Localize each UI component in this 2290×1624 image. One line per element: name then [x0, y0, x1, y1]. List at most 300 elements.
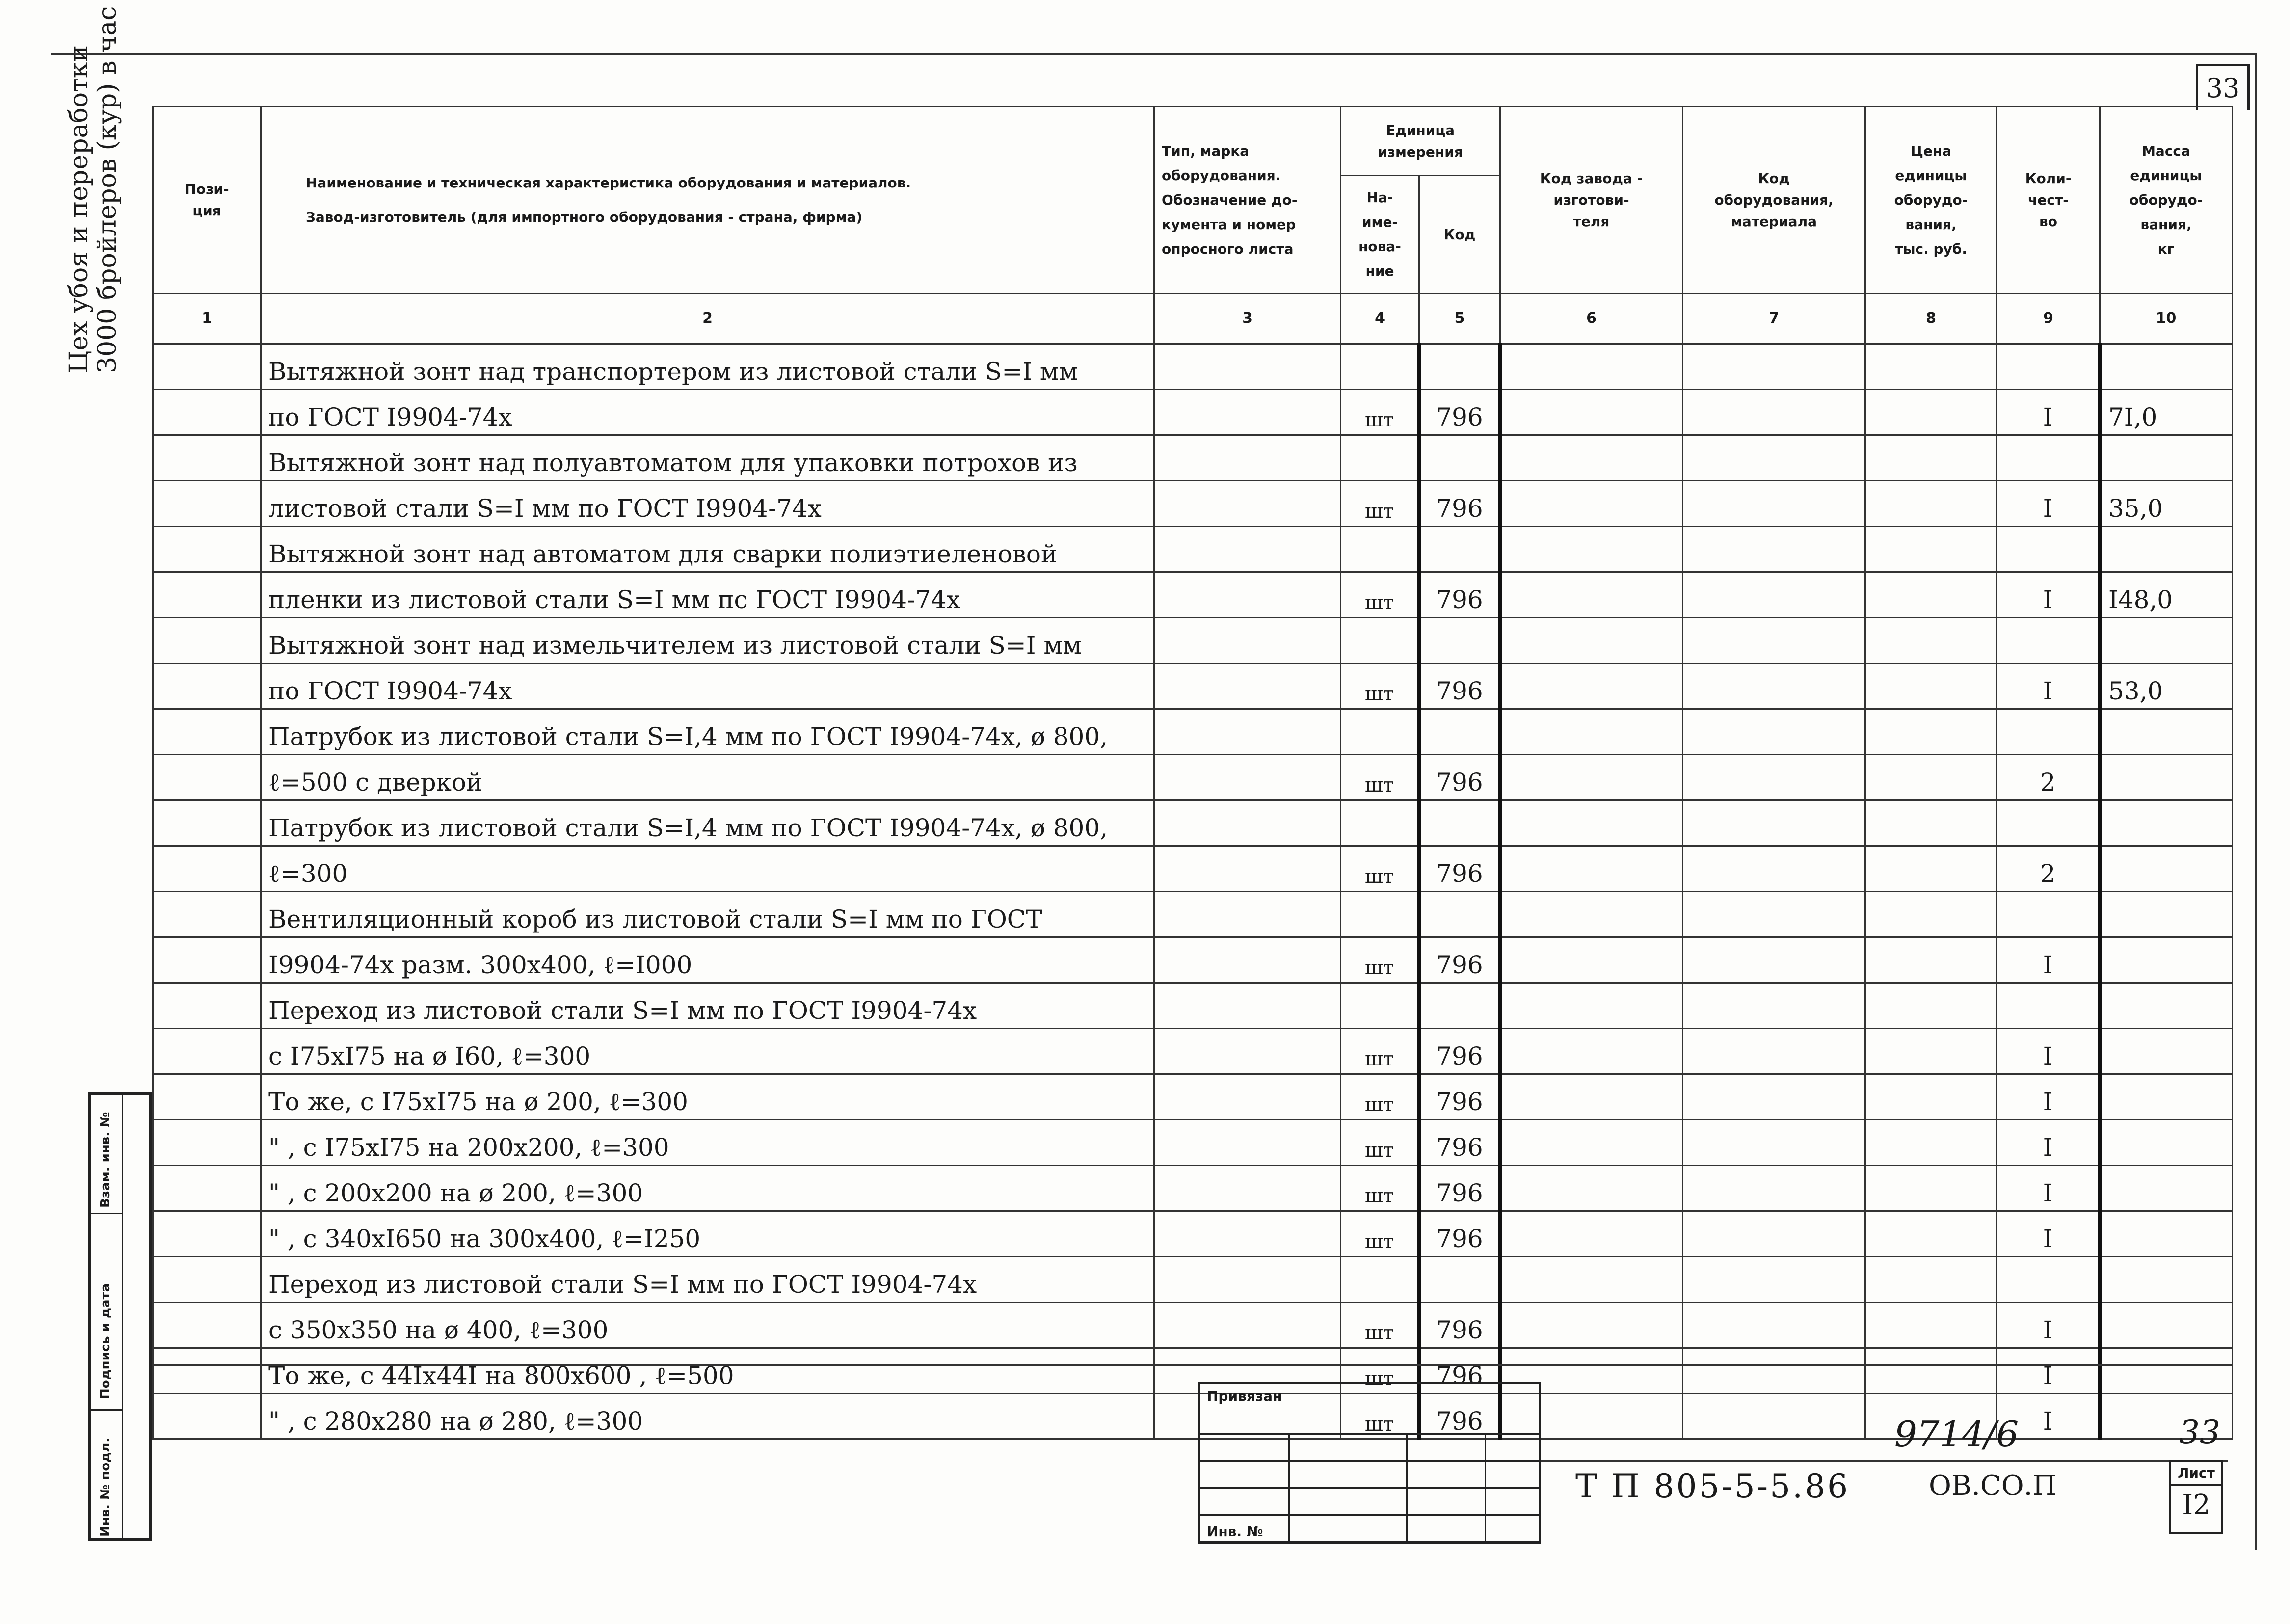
- specification-body: [153, 344, 2233, 1439]
- cell-unit: шт: [1341, 572, 1419, 618]
- cell-quantity: I: [1997, 937, 2100, 983]
- table-row: [153, 846, 2233, 892]
- page-frame-top: [51, 53, 2255, 55]
- cell-quantity: [1997, 527, 2100, 572]
- cell-unit-code: 796: [1419, 1394, 1500, 1439]
- page-frame-right: [2255, 53, 2257, 1550]
- cell-unit-code: [1419, 435, 1500, 481]
- cell-description: по ГОСТ I9904-74x: [261, 390, 1154, 435]
- cell-unit: шт: [1341, 755, 1419, 800]
- cell-position: [153, 1029, 261, 1074]
- header-unit-name-line-1: На-: [1366, 189, 1393, 206]
- sheet-total: 33: [2179, 1413, 2220, 1451]
- cell-position: [153, 527, 261, 572]
- cell-position: [153, 1394, 261, 1439]
- cell-mass: [2100, 1029, 2233, 1074]
- cell-plant-code: [1500, 435, 1683, 481]
- cell-description: Патрубок из листовой стали S=I,4 мм по ГОСТ I9904-74x, ø 800,: [261, 800, 1154, 846]
- cell-plant-code: [1500, 390, 1683, 435]
- cell-unit: шт: [1341, 846, 1419, 892]
- cell-description: Вентиляционный короб из листовой стали S=I мм по ГОСТ: [261, 892, 1154, 937]
- cell-plant-code: [1500, 618, 1683, 664]
- cell-unit: шт: [1341, 1394, 1419, 1439]
- stamp-label-replace: Взам. инв. №: [98, 1112, 113, 1208]
- cell-type: [1154, 481, 1341, 527]
- header-quantity: [1997, 107, 2100, 293]
- cell-description: " , с I75xI75 на 200x200, ℓ=300: [261, 1120, 1154, 1166]
- cell-position: [153, 344, 261, 390]
- cell-plant-code: [1500, 1029, 1683, 1074]
- cell-type: [1154, 435, 1341, 481]
- table-row: [153, 344, 2233, 390]
- table-row: [153, 983, 2233, 1029]
- header-equipment-code-line-1: Код: [1758, 170, 1790, 186]
- cell-mass: 53,0: [2100, 664, 2233, 709]
- cell-quantity: I: [1997, 1029, 2100, 1074]
- header-unit-name-line-4: ние: [1365, 263, 1394, 279]
- cell-unit: [1341, 618, 1419, 664]
- cell-quantity: [1997, 618, 2100, 664]
- header-type-line-1: Тип, марка: [1162, 142, 1250, 159]
- cell-mass: [2100, 800, 2233, 846]
- cell-mass: [2100, 983, 2233, 1029]
- cell-price: [1865, 755, 1997, 800]
- header-price-line-2: единицы: [1895, 167, 1967, 184]
- cell-quantity: [1997, 892, 2100, 937]
- cell-equipment-code: [1683, 709, 1865, 755]
- document-number: Т П 805-5-5.86: [1575, 1467, 1850, 1505]
- cell-position: [153, 1074, 261, 1120]
- cell-price: [1865, 709, 1997, 755]
- table-row: [153, 1257, 2233, 1303]
- cell-unit: шт: [1341, 664, 1419, 709]
- header-equipment-code-line-2: оборудования,: [1714, 191, 1834, 208]
- col-number-3: 3: [1154, 293, 1341, 344]
- cell-quantity: I: [1997, 481, 2100, 527]
- cell-quantity: I: [1997, 390, 2100, 435]
- table-row: [153, 755, 2233, 800]
- cell-position: [153, 709, 261, 755]
- col-number-5: 5: [1419, 293, 1500, 344]
- cell-position: [153, 481, 261, 527]
- cell-position: [153, 435, 261, 481]
- cell-type: [1154, 1211, 1341, 1257]
- cell-type: [1154, 1029, 1341, 1074]
- header-position-line-2: ция: [192, 202, 221, 219]
- cell-type: [1154, 800, 1341, 846]
- cell-description: " , с 340xI650 на 300x400, ℓ=I250: [261, 1211, 1154, 1257]
- cell-price: [1865, 1074, 1997, 1120]
- header-quantity-line-1: Коли-: [2025, 170, 2072, 186]
- table-row: [153, 1303, 2233, 1348]
- col-number-1: 1: [153, 293, 261, 344]
- cell-type: [1154, 344, 1341, 390]
- cell-position: [153, 846, 261, 892]
- cell-price: [1865, 618, 1997, 664]
- cell-plant-code: [1500, 892, 1683, 937]
- cell-unit-code: [1419, 892, 1500, 937]
- cell-price: [1865, 892, 1997, 937]
- cell-equipment-code: [1683, 846, 1865, 892]
- table-row: [153, 1029, 2233, 1074]
- table-row: [153, 618, 2233, 664]
- cell-position: [153, 1211, 261, 1257]
- cell-mass: 35,0: [2100, 481, 2233, 527]
- cell-equipment-code: [1683, 1029, 1865, 1074]
- cell-unit: шт: [1341, 1303, 1419, 1348]
- cell-price: [1865, 481, 1997, 527]
- header-position: [153, 107, 261, 293]
- cell-plant-code: [1500, 1166, 1683, 1211]
- cell-equipment-code: [1683, 390, 1865, 435]
- cell-unit: шт: [1341, 390, 1419, 435]
- cell-type: [1154, 846, 1341, 892]
- header-quantity-line-2: чест-: [2028, 191, 2069, 208]
- table-row: [153, 481, 2233, 527]
- header-equipment-code-line-3: материала: [1731, 213, 1817, 230]
- cell-quantity: I: [1997, 1303, 2100, 1348]
- cell-description: по ГОСТ I9904-74x: [261, 664, 1154, 709]
- cell-unit-code: 796: [1419, 572, 1500, 618]
- binding-line-1: [1200, 1433, 1539, 1435]
- cell-description: " , с 280x280 на ø 280, ℓ=300: [261, 1394, 1154, 1439]
- cell-equipment-code: [1683, 1348, 1865, 1394]
- cell-unit-code: 796: [1419, 390, 1500, 435]
- cell-equipment-code: [1683, 664, 1865, 709]
- cell-price: [1865, 1120, 1997, 1166]
- cell-type: [1154, 1074, 1341, 1120]
- cell-equipment-code: [1683, 1074, 1865, 1120]
- cell-description: с 350x350 на ø 400, ℓ=300: [261, 1303, 1154, 1348]
- header-unit-name-line-2: име-: [1361, 213, 1398, 230]
- cell-price: [1865, 1348, 1997, 1394]
- header-mass-line-2: единицы: [2130, 167, 2202, 184]
- header-description-line-1: Наименование и техническая характеристика оборудования и материалов.: [306, 174, 911, 191]
- cell-price: [1865, 664, 1997, 709]
- binding-line-3: [1200, 1487, 1539, 1489]
- header-price-line-4: вания,: [1905, 216, 1957, 233]
- cell-unit: [1341, 435, 1419, 481]
- table-row: [153, 435, 2233, 481]
- cell-position: [153, 983, 261, 1029]
- cell-position: [153, 572, 261, 618]
- cell-plant-code: [1500, 1120, 1683, 1166]
- cell-position: [153, 937, 261, 983]
- header-plant-code-line-1: Код завода -: [1540, 170, 1643, 186]
- cell-equipment-code: [1683, 800, 1865, 846]
- cell-plant-code: [1500, 1074, 1683, 1120]
- header-price-line-3: оборудо-: [1894, 191, 1968, 208]
- cell-mass: [2100, 344, 2233, 390]
- cell-price: [1865, 527, 1997, 572]
- cell-unit: шт: [1341, 1120, 1419, 1166]
- cell-plant-code: [1500, 481, 1683, 527]
- cell-position: [153, 1257, 261, 1303]
- cell-description: То же, с I75xI75 на ø 200, ℓ=300: [261, 1074, 1154, 1120]
- cell-quantity: I: [1997, 1211, 2100, 1257]
- cell-unit-code: 796: [1419, 1120, 1500, 1166]
- header-plant-code: [1500, 107, 1683, 293]
- cell-type: [1154, 1257, 1341, 1303]
- cell-price: [1865, 344, 1997, 390]
- sheet-label: Лист: [2171, 1462, 2221, 1486]
- cell-mass: [2100, 1257, 2233, 1303]
- cell-equipment-code: [1683, 1166, 1865, 1211]
- header-quantity-line-3: во: [2039, 213, 2057, 230]
- cell-position: [153, 800, 261, 846]
- table-row: [153, 1074, 2233, 1120]
- cell-description: Вытяжной зонт над транспортером из листовой стали S=I мм: [261, 344, 1154, 390]
- cell-type: [1154, 664, 1341, 709]
- cell-unit-code: 796: [1419, 846, 1500, 892]
- cell-type: [1154, 983, 1341, 1029]
- cell-plant-code: [1500, 344, 1683, 390]
- cell-unit: шт: [1341, 1029, 1419, 1074]
- col-number-7: 7: [1683, 293, 1865, 344]
- table-row: [153, 709, 2233, 755]
- table-row: [153, 892, 2233, 937]
- cell-plant-code: [1500, 1303, 1683, 1348]
- title-block-line: [1541, 1460, 2228, 1462]
- cell-type: [1154, 527, 1341, 572]
- col-number-4: 4: [1341, 293, 1419, 344]
- cell-mass: [2100, 527, 2233, 572]
- header-plant-code-line-3: теля: [1573, 213, 1610, 230]
- header-description-line-2: Завод-изготовитель (для импортного оборудования - страна, фирма): [306, 209, 863, 225]
- side-note-line-2: 3000 бройлеров (кур) в час: [93, 6, 122, 373]
- cell-type: [1154, 1120, 1341, 1166]
- cell-unit: [1341, 800, 1419, 846]
- cell-description: Вытяжной зонт над полуавтоматом для упаковки потрохов из: [261, 435, 1154, 481]
- cell-description: Вытяжной зонт над автоматом для сварки полиэтиеленовой: [261, 527, 1154, 572]
- cell-quantity: I: [1997, 1120, 2100, 1166]
- header-unit-name-line-3: нова-: [1358, 238, 1401, 255]
- cell-mass: [2100, 846, 2233, 892]
- header-type-line-5: опросного листа: [1162, 240, 1294, 257]
- header-unit-line-2: измерения: [1378, 143, 1463, 160]
- table-row: [153, 572, 2233, 618]
- cell-description: То же, с 44Ix44I на 800x600 , ℓ=500: [261, 1348, 1154, 1394]
- cell-plant-code: [1500, 983, 1683, 1029]
- cell-unit-code: 796: [1419, 481, 1500, 527]
- header-mass-line-3: оборудо-: [2129, 191, 2203, 208]
- binding-inv-label: Инв. №: [1207, 1523, 1263, 1540]
- cell-type: [1154, 1303, 1341, 1348]
- cell-position: [153, 390, 261, 435]
- cell-type: [1154, 755, 1341, 800]
- cell-description: Переход из листовой стали S=I мм по ГОСТ I9904-74x: [261, 1257, 1154, 1303]
- cell-unit: шт: [1341, 481, 1419, 527]
- cell-plant-code: [1500, 846, 1683, 892]
- header-unit-code: Код: [1419, 176, 1500, 293]
- cell-unit-code: [1419, 800, 1500, 846]
- header-mass-line-5: кг: [2157, 240, 2175, 257]
- cell-position: [153, 664, 261, 709]
- cell-unit-code: [1419, 618, 1500, 664]
- cell-position: [153, 1348, 261, 1394]
- cell-equipment-code: [1683, 1211, 1865, 1257]
- cell-unit: [1341, 892, 1419, 937]
- cell-equipment-code: [1683, 892, 1865, 937]
- cell-mass: [2100, 709, 2233, 755]
- cell-mass: I48,0: [2100, 572, 2233, 618]
- cell-description: Вытяжной зонт над измельчителем из листовой стали S=I мм: [261, 618, 1154, 664]
- cell-position: [153, 1166, 261, 1211]
- cell-plant-code: [1500, 664, 1683, 709]
- cell-price: [1865, 1257, 1997, 1303]
- cell-equipment-code: [1683, 983, 1865, 1029]
- cell-unit-code: 796: [1419, 937, 1500, 983]
- cell-unit-code: 796: [1419, 1166, 1500, 1211]
- binding-vline-3: [1485, 1433, 1486, 1544]
- stamp-divider: [122, 1095, 123, 1538]
- table-row: [153, 664, 2233, 709]
- cell-equipment-code: [1683, 1257, 1865, 1303]
- col-number-6: 6: [1500, 293, 1683, 344]
- cell-quantity: I: [1997, 1074, 2100, 1120]
- approval-stamp: [88, 1092, 152, 1541]
- table-row: [153, 1211, 2233, 1257]
- cell-unit-code: 796: [1419, 1074, 1500, 1120]
- side-note-line-1: Цех убоя и переработки: [64, 45, 94, 373]
- cell-unit: [1341, 709, 1419, 755]
- cell-unit: [1341, 527, 1419, 572]
- cell-unit: шт: [1341, 1074, 1419, 1120]
- header-type-line-4: кумента и номер: [1162, 216, 1296, 233]
- cell-unit: [1341, 983, 1419, 1029]
- cell-mass: [2100, 937, 2233, 983]
- cell-equipment-code: [1683, 344, 1865, 390]
- cell-plant-code: [1500, 709, 1683, 755]
- header-plant-code-line-2: изготови-: [1553, 191, 1629, 208]
- cell-position: [153, 618, 261, 664]
- cell-unit-code: 796: [1419, 755, 1500, 800]
- header-mass: [2100, 107, 2233, 293]
- cell-unit: шт: [1341, 1211, 1419, 1257]
- cell-description: листовой стали S=I мм по ГОСТ I9904-74x: [261, 481, 1154, 527]
- cell-price: [1865, 800, 1997, 846]
- header-mass-line-1: Масса: [2142, 142, 2190, 159]
- cell-quantity: I: [1997, 572, 2100, 618]
- side-note: [64, 6, 122, 373]
- header-type-line-2: оборудования.: [1162, 167, 1281, 184]
- binding-vline-1: [1288, 1433, 1290, 1544]
- cell-price: [1865, 1211, 1997, 1257]
- header-type-line-3: Обозначение до-: [1162, 191, 1298, 208]
- binding-line-2: [1200, 1460, 1539, 1462]
- cell-unit: [1341, 1257, 1419, 1303]
- cell-type: [1154, 892, 1341, 937]
- cell-unit: шт: [1341, 1348, 1419, 1394]
- cell-type: [1154, 709, 1341, 755]
- cell-plant-code: [1500, 572, 1683, 618]
- cell-position: [153, 892, 261, 937]
- header-price-line-1: Цена: [1910, 142, 1952, 159]
- cell-mass: [2100, 1120, 2233, 1166]
- cell-description: с I75xI75 на ø I60, ℓ=300: [261, 1029, 1154, 1074]
- col-number-2: 2: [261, 293, 1154, 344]
- table-row: [153, 1120, 2233, 1166]
- header-price-line-5: тыс. руб.: [1894, 240, 1967, 257]
- cell-plant-code: [1500, 937, 1683, 983]
- cell-mass: [2100, 1348, 2233, 1394]
- header-unit-name: [1341, 176, 1419, 293]
- table-row: [153, 1348, 2233, 1394]
- cell-mass: 7I,0: [2100, 390, 2233, 435]
- cell-unit-code: [1419, 709, 1500, 755]
- header-equipment-code: [1683, 107, 1865, 293]
- cell-quantity: [1997, 983, 2100, 1029]
- cell-unit: шт: [1341, 1166, 1419, 1211]
- cell-mass: [2100, 1303, 2233, 1348]
- cell-quantity: 2: [1997, 846, 2100, 892]
- header-unit-group: [1341, 107, 1500, 176]
- cell-unit-code: [1419, 527, 1500, 572]
- page-number-top: 33: [2196, 64, 2250, 110]
- table-row: [153, 937, 2233, 983]
- cell-description: " , с 200x200 на ø 200, ℓ=300: [261, 1166, 1154, 1211]
- header-price: [1865, 107, 1997, 293]
- cell-type: [1154, 1166, 1341, 1211]
- cell-price: [1865, 983, 1997, 1029]
- binding-vline-2: [1406, 1433, 1408, 1544]
- cell-price: [1865, 390, 1997, 435]
- cell-quantity: I: [1997, 664, 2100, 709]
- cell-mass: [2100, 1166, 2233, 1211]
- cell-description: I9904-74x разм. 300x400, ℓ=I000: [261, 937, 1154, 983]
- cell-unit-code: 796: [1419, 664, 1500, 709]
- cell-mass: [2100, 618, 2233, 664]
- col-number-8: 8: [1865, 293, 1997, 344]
- cell-mass: [2100, 755, 2233, 800]
- cell-quantity: I: [1997, 1394, 2100, 1439]
- cell-quantity: 2: [1997, 755, 2100, 800]
- cell-equipment-code: [1683, 755, 1865, 800]
- binding-line-4: [1200, 1514, 1539, 1516]
- cell-type: [1154, 572, 1341, 618]
- specification-table: [152, 106, 2233, 1440]
- cell-description: ℓ=300: [261, 846, 1154, 892]
- cell-plant-code: [1500, 527, 1683, 572]
- cell-position: [153, 1303, 261, 1348]
- cell-description: Переход из листовой стали S=I мм по ГОСТ I9904-74x: [261, 983, 1154, 1029]
- cell-price: [1865, 435, 1997, 481]
- inventory-number: 9714/6: [1894, 1413, 2019, 1455]
- sheet-value: I2: [2182, 1489, 2210, 1521]
- cell-equipment-code: [1683, 618, 1865, 664]
- table-row: [153, 527, 2233, 572]
- sheet-box: [2169, 1460, 2223, 1534]
- cell-unit: [1341, 344, 1419, 390]
- binding-label: Привязан: [1207, 1388, 1282, 1404]
- cell-equipment-code: [1683, 1303, 1865, 1348]
- cell-position: [153, 1120, 261, 1166]
- cell-price: [1865, 937, 1997, 983]
- col-number-9: 9: [1997, 293, 2100, 344]
- cell-quantity: [1997, 800, 2100, 846]
- cell-equipment-code: [1683, 1120, 1865, 1166]
- cell-unit-code: 796: [1419, 1029, 1500, 1074]
- cell-price: [1865, 572, 1997, 618]
- table-row: [153, 390, 2233, 435]
- header-position-line-1: Пози-: [185, 181, 229, 197]
- cell-price: [1865, 1303, 1997, 1348]
- cell-equipment-code: [1683, 937, 1865, 983]
- binding-stamp: [1198, 1382, 1541, 1544]
- cell-quantity: [1997, 709, 2100, 755]
- cell-type: [1154, 937, 1341, 983]
- cell-equipment-code: [1683, 572, 1865, 618]
